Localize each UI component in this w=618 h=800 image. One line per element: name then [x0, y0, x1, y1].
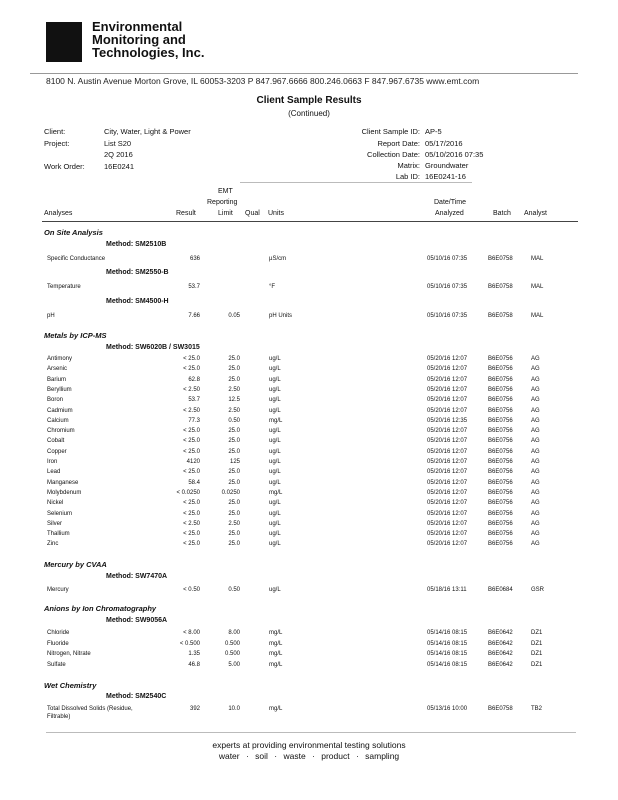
table-row: Mercury < 0.50 0.50 ug/L 05/18/16 13:11 B6E0684 GSR — [47, 587, 545, 593]
col-analyst: Analyst — [524, 210, 547, 217]
table-row: Chromium < 25.0 25.0 ug/L 05/20/16 12:07 B6E0756 AG — [47, 428, 540, 435]
matrix-value: Groundwater — [425, 161, 469, 170]
table-row: Sulfate 46.8 5.00 mg/L 05/14/16 08:15 B6E0642 DZ1 — [47, 661, 543, 668]
sample-id-value: AP-5 — [425, 127, 442, 136]
table-row: Cadmium < 2.50 2.50 ug/L 05/20/16 12:07 B6E0756 AG — [47, 407, 540, 414]
table-row: Total Dissolved Solids (Residue, 392 10.0 mg/L 05/13/16 10:00 B6E0758 TB2 — [47, 706, 543, 712]
client-label: Client: — [44, 127, 66, 136]
col-result: Result — [176, 210, 196, 217]
col-emt: EMT — [218, 188, 233, 195]
col-batch: Batch — [493, 210, 511, 217]
table-row: Fluoride < 0.500 0.500 mg/L 05/14/16 08:15 B6E0642 DZ1 — [47, 640, 543, 647]
company-name: Environmental Monitoring and Technologies, Inc. — [92, 19, 205, 60]
table-row: Temperature 53.7 °F 05/10/16 07:35 B6E0758 MAL — [47, 284, 544, 290]
lab-id-value: 16E0241-16 — [425, 172, 466, 181]
table-row: Iron 4120 125 ug/L 05/20/16 12:07 B6E0756 AG — [47, 459, 540, 465]
table-row: Calcium 77.3 0.50 mg/L 05/20/16 12:35 B6E0756 AG — [47, 417, 540, 424]
table-row: Manganese 58.4 25.0 ug/L 05/20/16 12:07 B6E0756 AG — [47, 479, 540, 486]
table-row: Silver < 2.50 2.50 ug/L 05/20/16 12:07 B6E0756 AG — [47, 520, 540, 527]
table-row: Molybdenum < 0.0250 0.0250 mg/L 05/20/16 12:07 B6E0756 AG — [47, 489, 540, 496]
method-sm2540c: Method: SM2540C — [106, 693, 167, 700]
project-value: List S20 — [104, 139, 132, 148]
work-order-label: Work Order: — [44, 162, 85, 171]
method-sm4500h: Method: SM4500-H — [106, 298, 169, 305]
report-date-label: Report Date: — [377, 139, 420, 148]
table-row: Thallium < 25.0 25.0 ug/L 05/20/16 12:07 B6E0756 AG — [47, 531, 540, 538]
footer-tagline: experts at providing environmental testing solutions — [212, 740, 406, 750]
section-mercury: Mercury by CVAA — [44, 560, 107, 569]
project-value-2: 2Q 2016 — [104, 150, 133, 159]
method-sm2510b: Method: SM2510B — [106, 241, 167, 248]
col-limit: Limit — [218, 210, 233, 217]
table-row: Selenium < 25.0 25.0 ug/L 05/20/16 12:07 B6E0756 AG — [47, 510, 540, 517]
col-qual: Qual — [245, 210, 260, 217]
method-sm2550b: Method: SM2550-B — [106, 269, 169, 276]
table-row: Arsenic < 25.0 25.0 ug/L 05/20/16 12:07 B6E0756 AG — [47, 366, 540, 373]
col-datetime: Date/Time — [434, 199, 467, 206]
col-analyses: Analyses — [44, 210, 73, 217]
project-label: Project: — [44, 139, 70, 148]
section-wetchem: Wet Chemistry — [44, 681, 97, 690]
report-date-value: 05/17/2016 — [425, 139, 463, 148]
table-row: Chloride < 8.00 8.00 mg/L 05/14/16 08:15 B6E0642 DZ1 — [47, 630, 543, 636]
sample-id-label: Client Sample ID: — [361, 127, 420, 136]
address-rule — [30, 73, 578, 74]
table-row: Beryllium < 2.50 2.50 ug/L 05/20/16 12:07 B6E0756 AG — [47, 386, 540, 393]
col-analyzed: Analyzed — [435, 210, 464, 217]
matrix-label: Matrix: — [397, 161, 420, 170]
table-row: Boron 53.7 12.5 ug/L 05/20/16 12:07 B6E0756 AG — [47, 397, 540, 404]
collection-date-label: Collection Date: — [367, 150, 420, 159]
section-metals: Metals by ICP-MS — [44, 331, 107, 340]
method-sw9056a: Method: SW9056A — [106, 617, 168, 624]
method-sw6020b: Method: SW6020B / SW3015 — [106, 344, 200, 351]
client-value: City, Water, Light & Power — [104, 127, 191, 136]
table-row: Nitrogen, Nitrate 1.35 0.500 mg/L 05/14/16 08:15 B6E0642 DZ1 — [47, 651, 543, 657]
col-reporting: Reporting — [207, 199, 238, 206]
table-row: Cobalt < 25.0 25.0 ug/L 05/20/16 12:07 B6E0756 AG — [47, 438, 540, 445]
table-row: Nickel < 25.0 25.0 ug/L 05/20/16 12:07 B6E0756 AG — [47, 500, 540, 507]
info-rule — [240, 182, 472, 183]
table-row: Copper < 25.0 25.0 ug/L 05/20/16 12:07 B6E0756 AG — [47, 448, 540, 455]
table-row: Barium 62.8 25.0 ug/L 05/20/16 12:07 B6E0756 AG — [47, 376, 540, 383]
section-onsite: On Site Analysis — [44, 228, 103, 237]
footer-rule — [46, 732, 576, 733]
table-row: Specific Conductance 636 µS/cm 05/10/16 07:35 B6E0758 MAL — [47, 256, 544, 262]
report-title: Client Sample Results — [256, 95, 362, 106]
table-row: pH 7.66 0.05 pH Units 05/10/16 07:35 B6E0758 MAL — [47, 313, 544, 319]
collection-date-value: 05/10/2016 07:35 — [425, 150, 484, 159]
section-anions: Anions by Ion Chromatography — [44, 604, 157, 613]
table-row-continuation: Filtrable) — [47, 714, 71, 720]
lab-id-label: Lab ID: — [395, 172, 420, 181]
report-subtitle: (Continued) — [288, 109, 330, 118]
header-rule — [42, 221, 578, 222]
col-units: Units — [268, 210, 284, 217]
table-row: Lead < 25.0 25.0 ug/L 05/20/16 12:07 B6E0756 AG — [47, 469, 540, 476]
table-row: Zinc < 25.0 25.0 ug/L 05/20/16 12:07 B6E0756 AG — [47, 541, 540, 548]
table-row: Antimony < 25.0 25.0 ug/L 05/20/16 12:07 B6E0756 AG — [47, 356, 540, 362]
company-address: 8100 N. Austin Avenue Morton Grove, IL 60053-3203 P 847.967.6666 800.246.0663 F 847.967.6735 www.emt.com — [46, 76, 480, 86]
work-order-value: 16E0241 — [104, 162, 135, 171]
company-logo — [46, 22, 82, 62]
footer-services: water · soil · waste · product · sampling — [218, 751, 400, 761]
method-sw7470a: Method: SW7470A — [106, 573, 168, 580]
